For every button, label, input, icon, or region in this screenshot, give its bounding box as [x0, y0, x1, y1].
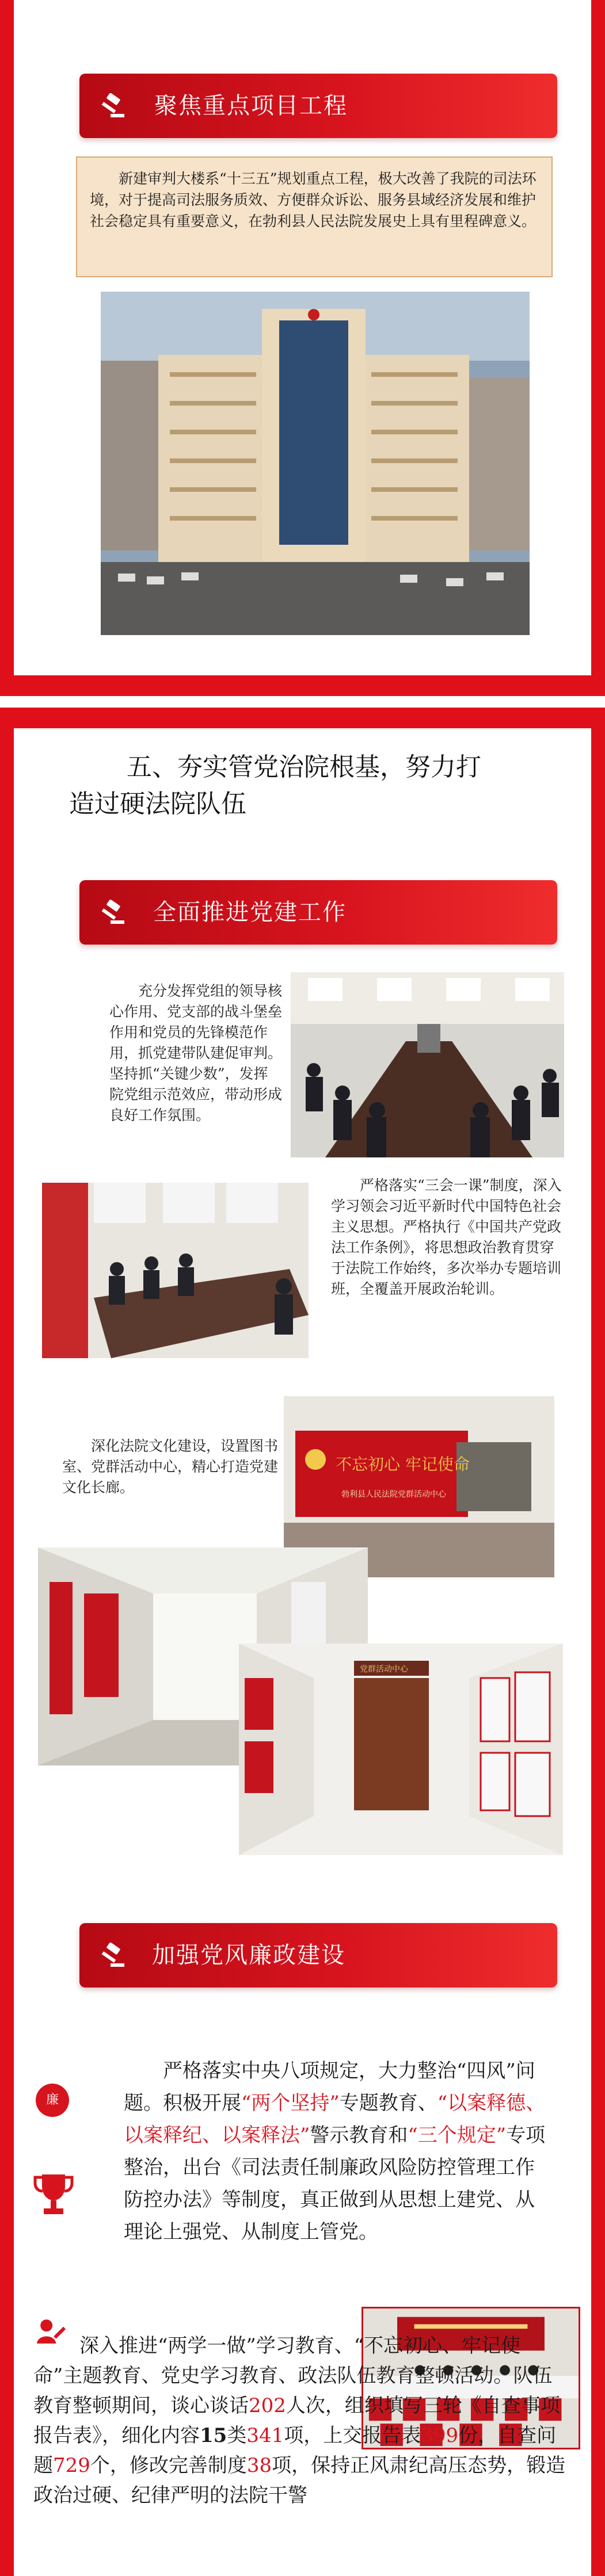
- party-para-1: 充分发挥党组的领导核心作用、党支部的战斗堡垒作用和党员的先锋模范作用，抓党建带队建促审判。坚持抓“关键少数”，发挥院党组示范效应，带动形成良好工作氛围。: [109, 983, 283, 1123]
- gavel-icon: [99, 900, 125, 926]
- p2-c: 类: [227, 2424, 247, 2447]
- frame-left: [0, 0, 14, 696]
- party-para-3: 深化法院文化建设，设置图书室、党群活动中心，精心打造党建文化长廊。: [62, 1438, 279, 1496]
- p1-a: 严格落实中央八项规定，大力整治“四风”问题。积极开展: [124, 2059, 535, 2115]
- wall-subtitle: 勃利县人民法院党群活动中心: [341, 1490, 446, 1499]
- gavel-icon: [99, 93, 125, 120]
- chapter-title-line2: 造过硬法院队伍: [69, 789, 246, 819]
- p1-d: 专项整治，出台《司法责任制廉政风险防控管理工作防控办法》等制度，真正做到从思想上建党、从理论上强党、从制度上管党。: [124, 2124, 546, 2244]
- p2-n6: 38: [246, 2454, 272, 2477]
- p2-n3: 341: [246, 2424, 284, 2447]
- building-photo: [101, 292, 530, 635]
- banner-label: 全面推进党建工作: [153, 899, 347, 926]
- p2-b: 人次，组织填写三轮《自查事项报告表》，细化内容: [33, 2394, 560, 2447]
- banner-integrity: [79, 1923, 557, 1988]
- banner-label: 聚焦重点项目工程: [154, 93, 348, 119]
- chapter-title: [69, 749, 558, 823]
- p2-e: 份，自查问题: [33, 2424, 557, 2477]
- banner-party-building: [79, 880, 557, 945]
- trophy-icon: [33, 2172, 74, 2218]
- p1-c: 警示教育和: [310, 2124, 408, 2147]
- integrity-para-2: [33, 2331, 569, 2510]
- p2-g: 项，保持正风肃纪高压态势，锻造政治过硬、纪律严明的法院干警: [33, 2454, 566, 2507]
- frame-left-2: [0, 708, 14, 2576]
- banner-focus-projects: [79, 74, 557, 138]
- gavel-icon: [99, 1943, 125, 1969]
- frame-bottom: [0, 675, 605, 696]
- chapter-title-line1: 五、夯实管党治院根基，努力打: [127, 752, 481, 782]
- party-para-2: 严格落实“三会一课”制度，深入学习领会习近平新时代中国特色社会主义思想。严格执行《中国共产党政法工作条例》，将思想政治教育贯穿于法院工作始终，多次举办专题培训班，全覆盖开展政治轮训。: [331, 1177, 562, 1297]
- p2-a: 深入推进“两学一做”学习教育、“不忘初心、牢记使命”主题教育、党史学习教育、政法队伍教育整顿活动。队伍教育整顿期间，谈心谈话: [33, 2334, 553, 2417]
- note-box: 新建审判大楼系“十三五”规划重点工程，极大改善了我院的司法环境，对于提高司法服务质效、方便群众诉讼、服务县域经济发展和维护社会稳定具有重要意义，在勃利县人民法院发展史上具有里程碑意义。: [76, 156, 553, 277]
- p2-d: 项，上交报告表: [284, 2424, 421, 2447]
- corridor-photo-2: [239, 1644, 563, 1855]
- p2-n5: 729: [53, 2454, 90, 2477]
- p1-b: 专题教育、: [339, 2092, 437, 2115]
- frame-right-2: [591, 708, 605, 2576]
- banner-label: 加强党风廉政建设: [152, 1942, 345, 1969]
- frame-top: [0, 708, 605, 728]
- p1-red1: “两个坚持”: [241, 2092, 340, 2115]
- meeting-photo-1: [291, 972, 564, 1157]
- p1-red2: “以案释德、以案释纪、以案释法”: [124, 2092, 546, 2147]
- badge-icon: 廉: [36, 2084, 69, 2117]
- meeting-photo-2: [42, 1183, 309, 1358]
- p2-n2: 15: [200, 2424, 227, 2447]
- p2-n1: 202: [249, 2394, 286, 2417]
- p1-red3: “三个规定”: [408, 2124, 507, 2147]
- integrity-para-1: [124, 2055, 550, 2248]
- frame-right: [591, 0, 605, 696]
- p2-n4: 399: [421, 2424, 459, 2447]
- door-sign: 党群活动中心: [360, 1665, 408, 1674]
- wall-slogan: 不忘初心 牢记使命: [336, 1455, 470, 1474]
- p2-f: 个，修改完善制度: [90, 2454, 247, 2477]
